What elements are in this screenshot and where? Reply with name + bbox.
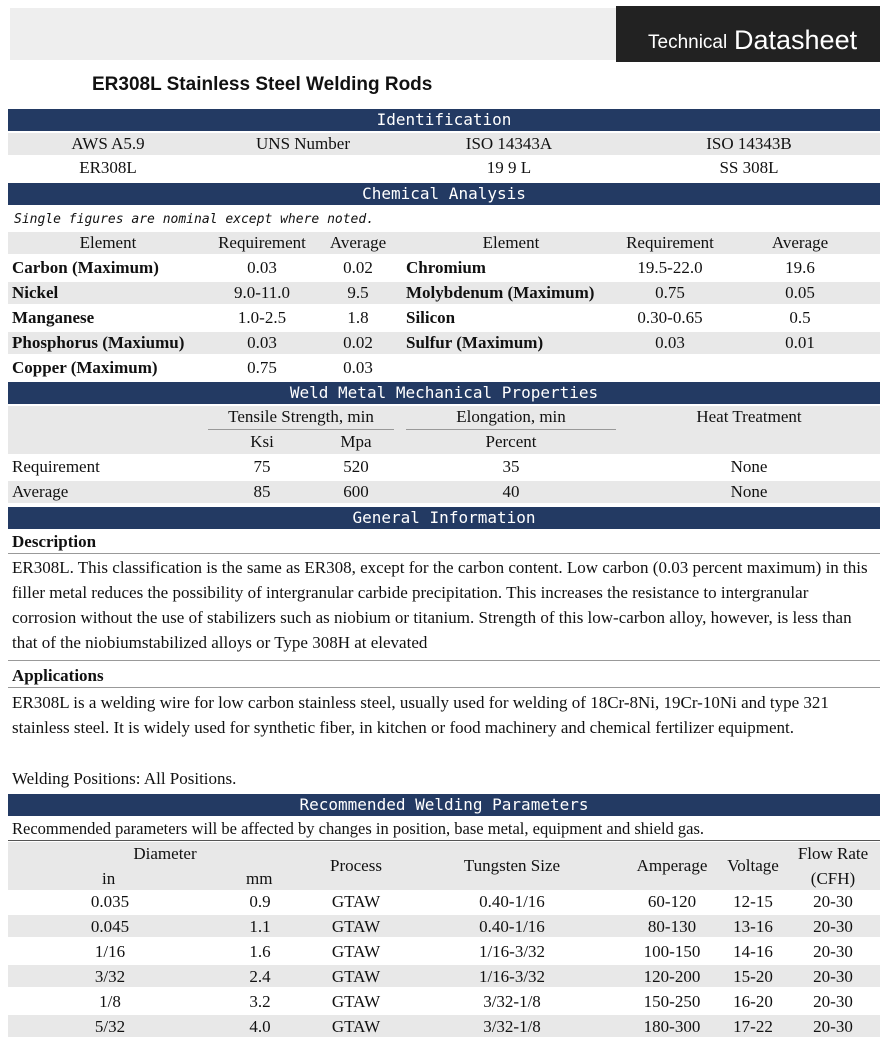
col-requirement: Requirement [626,233,714,252]
param-mm: 1.1 [249,917,271,936]
mech-percent: 35 [502,457,520,476]
element-average: 0.5 [789,308,811,327]
welding-positions: Welding Positions: All Positions. [12,769,237,788]
flow-header: Flow Rate [797,844,869,863]
param-flow: 20-30 [813,942,853,961]
divider [8,840,880,841]
tungsten-header: Tungsten Size [463,856,561,875]
divider [8,660,880,661]
element-average: 0.05 [785,283,815,302]
diameter-header: Diameter [133,844,197,863]
ident-value: SS 308L [719,158,779,177]
param-mm: 4.0 [249,1017,271,1036]
ksi-header: Ksi [250,432,274,451]
param-tungsten: 0.40-1/16 [479,917,545,936]
param-flow: 20-30 [813,992,853,1011]
param-voltage: 12-15 [733,892,773,911]
col-element: Element [79,233,137,252]
param-voltage: 13-16 [733,917,773,936]
param-voltage: 15-20 [733,967,773,986]
mech-row-label: Requirement [12,457,100,476]
element-requirement: 0.03 [247,258,277,277]
param-mm: 0.9 [249,892,271,911]
param-process: GTAW [331,1017,381,1036]
mpa-header: Mpa [340,432,372,451]
param-in: 0.035 [90,892,130,911]
description-text: ER308L. This classification is the same as ER308, except for the carbon content. Low carbon (0.03 percent maximum) in this filler metal reduces the possibility of intergranular carbide precipitation. This increases the resistance to intergranular corrosion without the use of stabilizers such as niobium or titanium. Strength of this low-carbon alloy, however, is less than that of the niobiumstabilized alloys or Type 308H at elevated [12,558,868,652]
ident-value: ER308L [79,158,137,177]
chemical-note: Single figures are nominal except where noted. [14,212,375,227]
col-average: Average [329,233,387,252]
param-tungsten: 0.40-1/16 [479,892,545,911]
identification-heading: Identification [8,109,880,131]
datasheet-tag [616,6,880,62]
process-header: Process [330,856,382,875]
param-mm: 1.6 [249,942,271,961]
applications-text: ER308L is a welding wire for low carbon stainless steel, usually used for welding of 18Cr-8Ni, 19Cr-10Ni and type 321 stainless steel. It is widely used for synthetic fiber, in kitchen or food machinery and chemical fertilizer equipment. [12,693,829,737]
element-name: Manganese [12,308,95,327]
element-name: Phosphorus (Maxiumu) [12,333,185,352]
element-average: 0.01 [785,333,815,352]
element-requirement: 0.30-0.65 [637,308,703,327]
param-amperage: 180-300 [643,1017,701,1036]
heat-header: Heat Treatment [696,407,802,426]
divider [8,687,880,688]
element-name: Chromium [406,258,486,277]
description-heading: Description [12,532,97,551]
param-mm: 2.4 [249,967,271,986]
param-flow: 20-30 [813,1017,853,1036]
elongation-underline [406,429,616,430]
general-heading: General Information [8,507,880,529]
elongation-header: Elongation, min [456,407,566,426]
param-in: 0.045 [90,917,130,936]
applications-heading: Applications [12,666,104,685]
param-flow: 20-30 [813,917,853,936]
tag-technical: Technical [648,32,728,53]
col-average: Average [771,233,829,252]
param-tungsten: 1/16-3/32 [478,942,546,961]
divider [8,553,880,554]
element-name: Molybdenum (Maximum) [406,283,595,302]
element-average: 1.8 [347,308,369,327]
mech-heat: None [730,457,768,476]
param-in: 1/16 [94,942,126,961]
chemical-heading: Chemical Analysis [8,183,880,205]
ident-header: ISO 14343B [706,134,792,153]
mech-ksi: 85 [253,482,271,501]
param-in: 3/32 [94,967,126,986]
element-average: 9.5 [347,283,369,302]
voltage-header: Voltage [727,856,779,875]
element-name: Copper (Maximum) [12,358,158,377]
mech-row-label: Average [12,482,69,501]
param-tungsten: 1/16-3/32 [478,967,546,986]
col-element: Element [482,233,540,252]
in-header: in [102,869,116,888]
param-process: GTAW [331,917,381,936]
element-requirement: 0.03 [655,333,685,352]
element-average: 0.02 [343,258,373,277]
ident-header: UNS Number [256,134,350,153]
param-amperage: 100-150 [643,942,701,961]
element-requirement: 0.75 [247,358,277,377]
param-process: GTAW [331,967,381,986]
element-name: Silicon [406,308,456,327]
element-average: 0.02 [343,333,373,352]
param-mm: 3.2 [249,992,271,1011]
param-amperage: 120-200 [643,967,701,986]
page-title: ER308L Stainless Steel Welding Rods [92,74,433,95]
mech-ksi: 75 [253,457,271,476]
ident-value: 19 9 L [486,158,532,177]
param-voltage: 14-16 [733,942,773,961]
param-process: GTAW [331,892,381,911]
tensile-underline [208,429,394,430]
ident-header: ISO 14343A [465,134,553,153]
mechanical-heading: Weld Metal Mechanical Properties [8,382,880,404]
param-flow: 20-30 [813,892,853,911]
mm-header: mm [246,869,273,888]
parameters-note: Recommended parameters will be affected by changes in position, base metal, equipment and shield gas. [12,819,705,838]
parameters-heading: Recommended Welding Parameters [8,794,880,816]
param-amperage: 80-130 [647,917,697,936]
element-name: Nickel [12,283,59,302]
tensile-header: Tensile Strength, min [228,407,374,426]
param-tungsten: 3/32-1/8 [483,1017,541,1036]
mech-heat: None [730,482,768,501]
amperage-header: Amperage [636,856,708,875]
param-process: GTAW [331,992,381,1011]
element-requirement: 0.03 [247,333,277,352]
ident-header: AWS A5.9 [71,134,145,153]
col-requirement: Requirement [218,233,306,252]
element-name: Carbon (Maximum) [12,258,159,277]
flow-unit-header: (CFH) [810,869,856,888]
param-flow: 20-30 [813,967,853,986]
element-average: 0.03 [343,358,373,377]
param-tungsten: 3/32-1/8 [483,992,541,1011]
element-name: Sulfur (Maximum) [406,333,544,352]
element-requirement: 19.5-22.0 [637,258,703,277]
header-bar [10,8,616,60]
element-requirement: 1.0-2.5 [237,308,287,327]
param-in: 1/8 [99,992,121,1011]
param-voltage: 16-20 [733,992,773,1011]
tag-datasheet: Datasheet [734,25,858,55]
param-amperage: 150-250 [643,992,701,1011]
mech-mpa: 520 [343,457,369,476]
element-average: 19.6 [785,258,815,277]
param-process: GTAW [331,942,381,961]
percent-header: Percent [485,432,537,451]
param-in: 5/32 [94,1017,126,1036]
element-requirement: 0.75 [655,283,685,302]
mech-percent: 40 [502,482,520,501]
mech-mpa: 600 [343,482,369,501]
element-requirement: 9.0-11.0 [233,283,291,302]
param-voltage: 17-22 [733,1017,773,1036]
param-amperage: 60-120 [647,892,697,911]
